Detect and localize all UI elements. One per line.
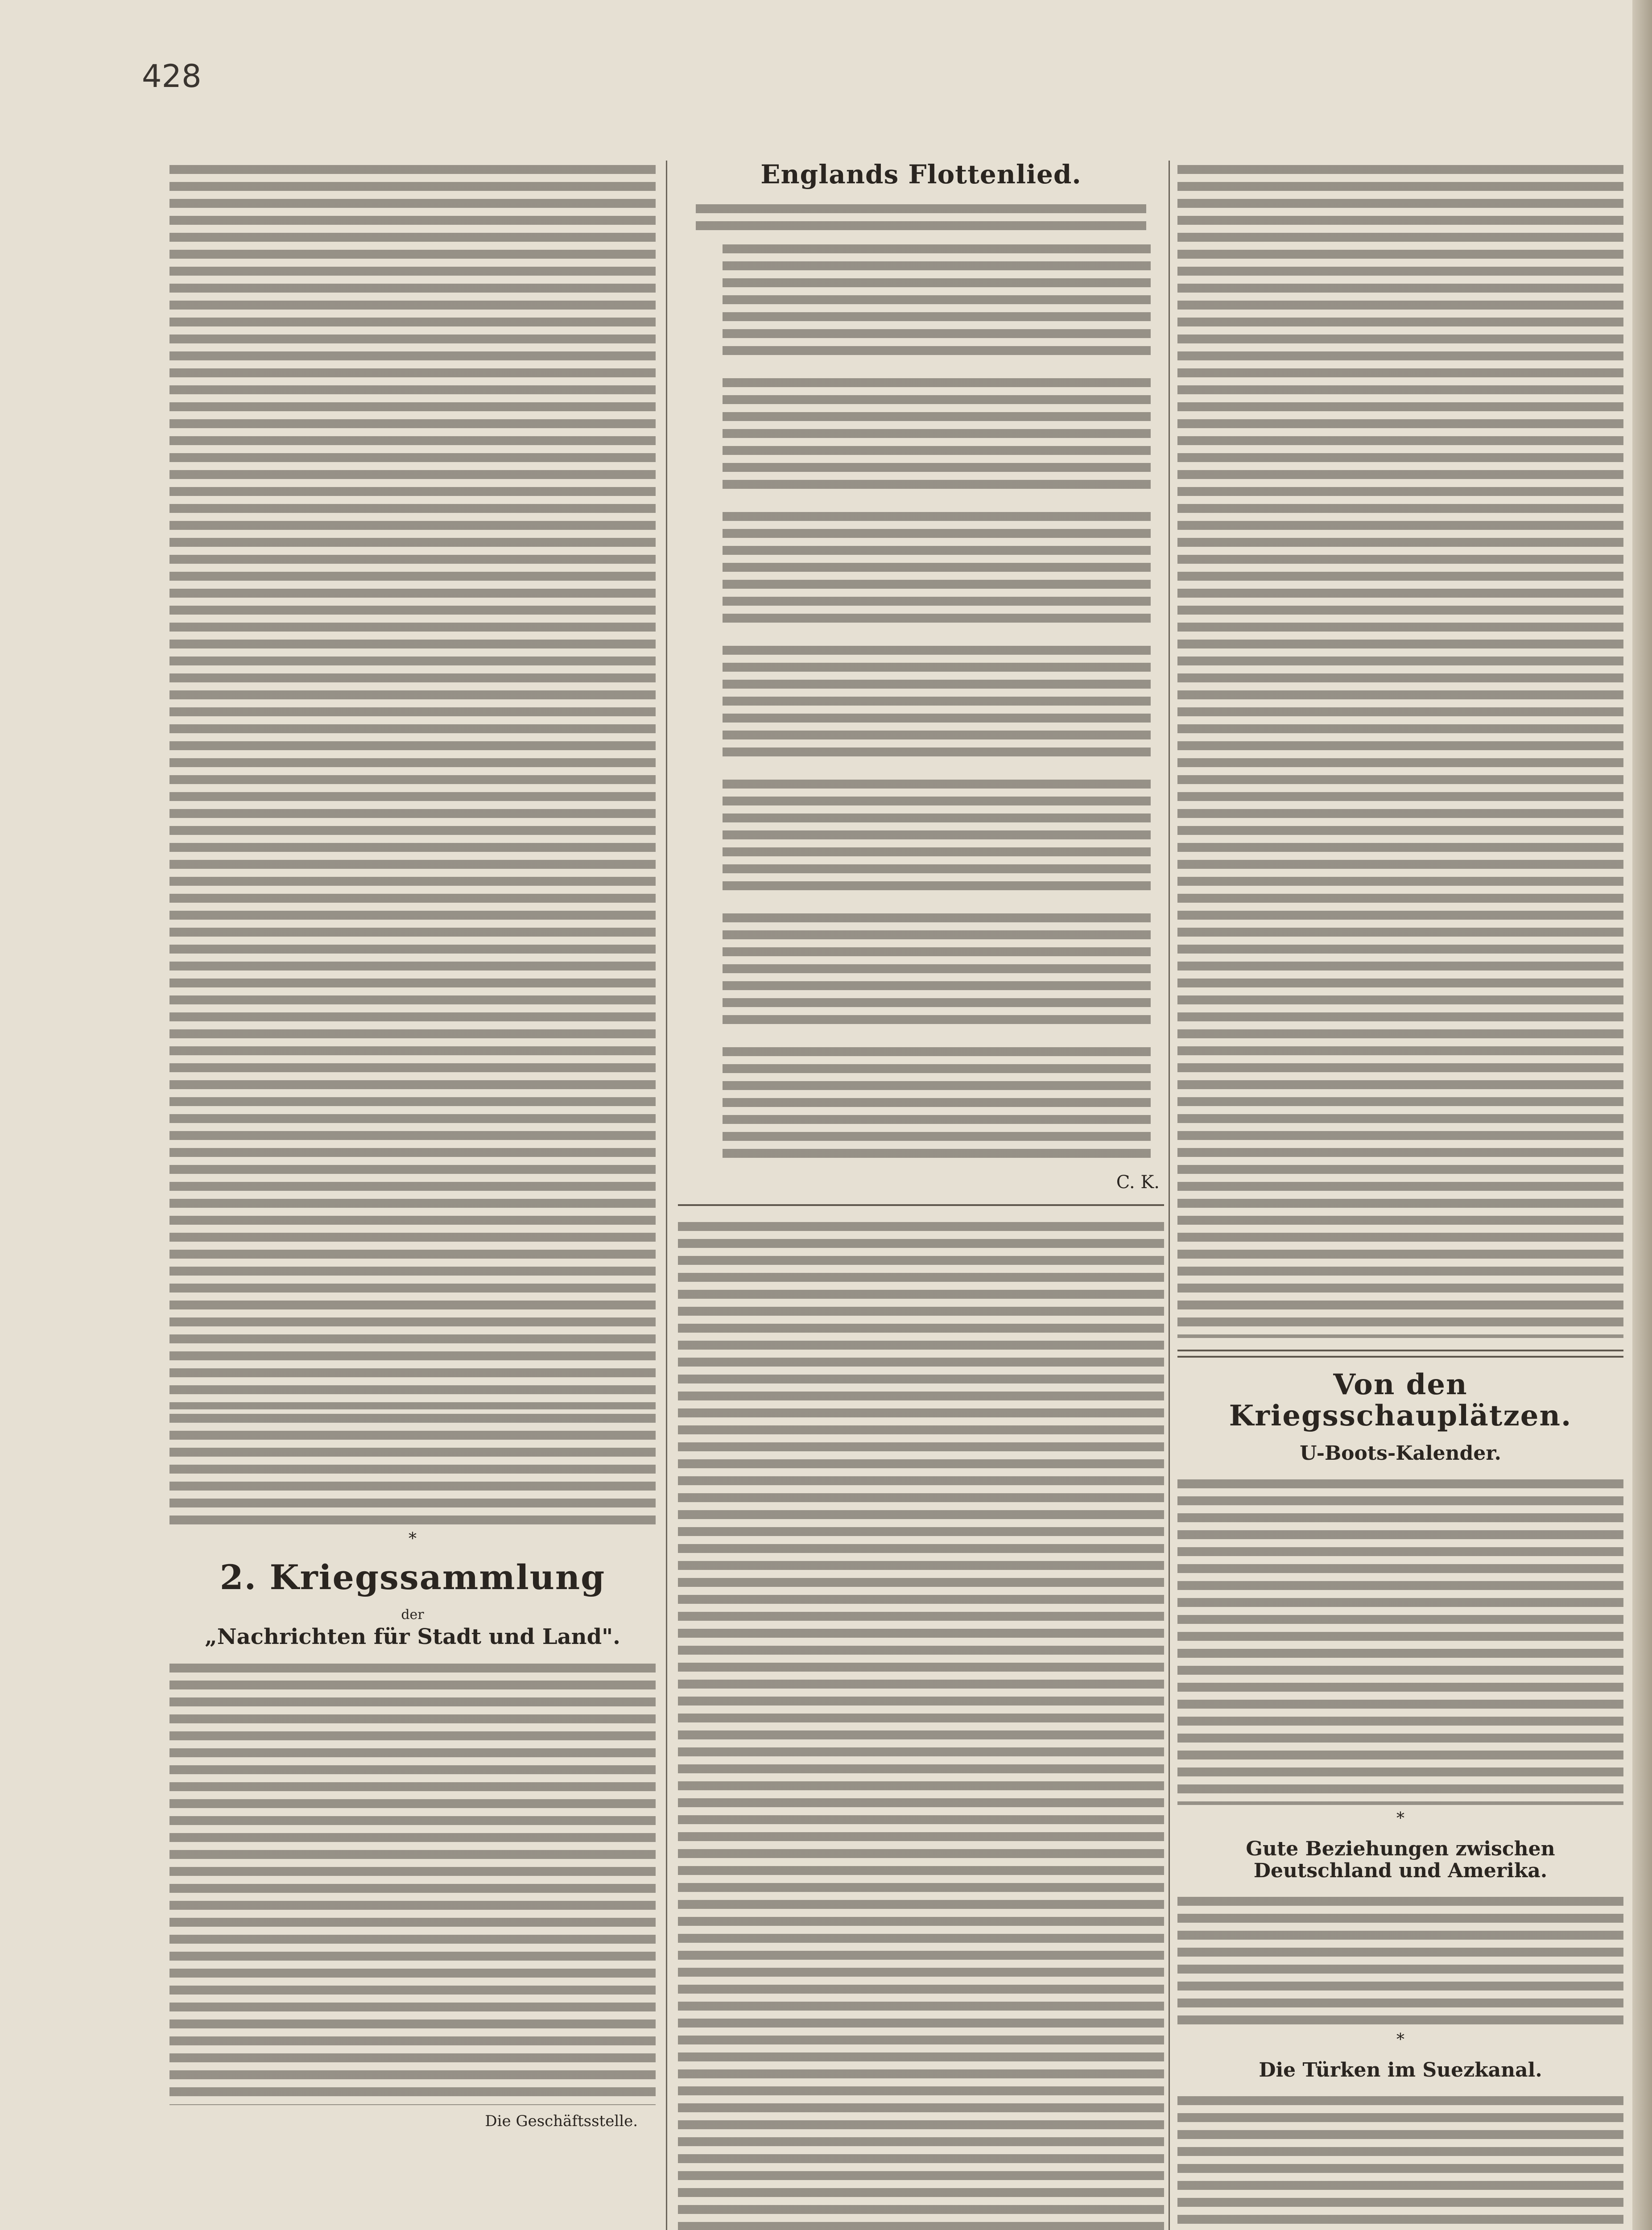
column-left bbox=[169, 161, 656, 2230]
relations-report-text bbox=[1177, 1892, 1623, 2026]
poem-body bbox=[678, 240, 1164, 1163]
regional-news-text bbox=[1177, 161, 1623, 1338]
donation-list-text bbox=[169, 1659, 656, 2105]
asterisk-separator: * bbox=[1396, 1809, 1404, 1828]
column-right bbox=[1177, 161, 1623, 2230]
headline-sub-title: „Nachrichten für Stadt und Land". bbox=[205, 1624, 620, 1649]
closing-signature: Die Geschäftsstelle. bbox=[485, 2112, 638, 2131]
headline-sub: der bbox=[401, 1606, 424, 1623]
section-title-kriegsschauplaetze: Von den Kriegsschauplätzen. bbox=[1229, 1368, 1572, 1433]
section-divider bbox=[678, 1204, 1164, 1206]
column-middle bbox=[678, 161, 1164, 2230]
subsection-u-boots-kalender: U-Boots-Kalender. bbox=[1300, 1441, 1501, 1465]
asterisk-separator: * bbox=[1396, 2030, 1404, 2049]
poem-signature: C. K. bbox=[1116, 1172, 1160, 1193]
headline-kriegssammlung: 2. Kriegssammlung bbox=[219, 1557, 606, 1597]
page-number: 428 bbox=[142, 58, 202, 95]
suez-report-text bbox=[1177, 2092, 1623, 2226]
article-text-block bbox=[169, 161, 656, 1409]
column-rule-left bbox=[666, 161, 667, 2230]
poem-title: Englands Flottenlied. bbox=[760, 159, 1082, 190]
page-edge bbox=[1632, 0, 1652, 2230]
asterisk-separator: * bbox=[409, 1530, 417, 1548]
u-boat-report-text bbox=[1177, 1475, 1623, 1805]
section-divider-double bbox=[1177, 1350, 1623, 1358]
local-news-text bbox=[678, 1218, 1164, 2230]
column-rule-right bbox=[1169, 161, 1170, 2230]
poem-subtitle-text bbox=[696, 200, 1146, 232]
subsection-beziehungen-amerika: Gute Beziehungen zwischen Deutschland und Amerika. bbox=[1246, 1838, 1555, 1882]
subsection-tuerken-suezkanal: Die Türken im Suezkanal. bbox=[1259, 2058, 1542, 2081]
article-text-block bbox=[169, 1409, 656, 1525]
